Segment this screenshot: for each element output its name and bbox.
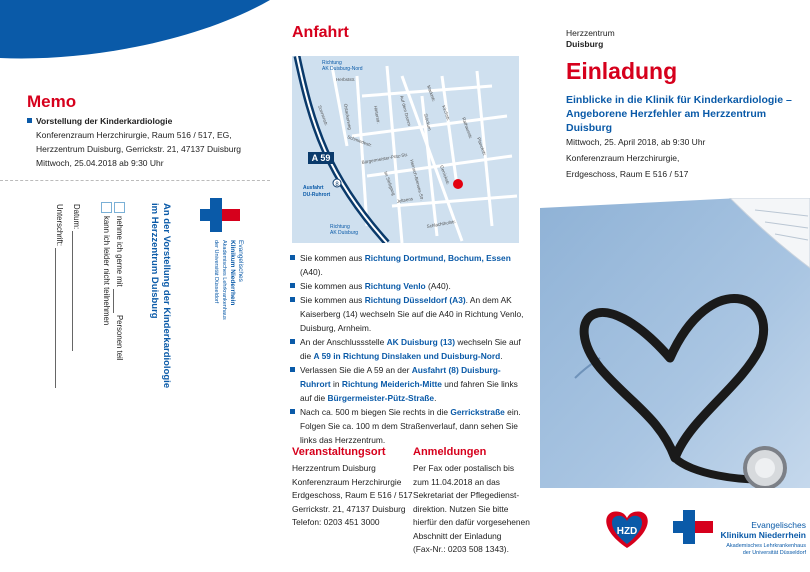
map-label: Auf dem Damm: [399, 94, 412, 127]
map-label: Schmiedestr.: [346, 134, 373, 148]
map-label: Kirchstr.: [441, 104, 452, 122]
map-label: Jeltsens: [396, 196, 414, 204]
map-label-exit-num: 8: [335, 182, 339, 188]
attend-checkbox[interactable]: [114, 202, 125, 213]
map-label-a59: A 59: [311, 153, 331, 163]
venue-title: Veranstaltungsort: [292, 446, 386, 458]
map-label: Heinrich-Bierwes-Str.: [409, 158, 425, 202]
register-text: Per Fax oder postalisch bis zum 11.04.2018 an das Sekretariat der Pflegedienst- direktion. Nutzen Sie bitte hierfür den dafür vorgesehenen Abschnitt der Einladung (Fax-Nr.: 0203 508 1343).: [413, 463, 530, 554]
hzd-heart-logo-icon: [602, 508, 652, 550]
decline-checkbox[interactable]: [101, 202, 112, 213]
map-label: Herbststr.: [336, 77, 356, 82]
map-label: AK Duisburg-Nord: [322, 66, 363, 72]
cross-logo-icon: [200, 198, 240, 232]
location-marker-icon: [453, 179, 463, 189]
signature-field[interactable]: Unterschrift:: [55, 204, 64, 388]
directions-list: [290, 251, 526, 447]
map-label: AK Duisburg: [330, 230, 359, 236]
map-label: Richtung: [330, 224, 350, 230]
cut-line: [0, 180, 270, 181]
einladung-title: Einladung: [566, 58, 678, 84]
stethoscope-heart-image: [540, 198, 810, 488]
direction-step: Sie kommen aus Richtung Venlo (A40).: [290, 279, 526, 293]
map-label: Rathausstr.: [461, 116, 474, 140]
event-subtitle: Einblicke in die Klinik für Kinderkardiologie – Angeborene Herzfehler am Herzzentrum Duisburg: [566, 94, 792, 134]
map-label: Ausfahrt: [303, 185, 324, 191]
reply-options: nehme ich gerne mit Personen teil kann ich leider nicht teilnehmen: [100, 202, 126, 361]
venue-address: Herzzentrum Duisburg Konferenzraum Herzchirurgie Erdgeschoss, Raum E 516 / 517 Gerrickstr. 21, 47137 Duisburg Telefon: 0203 451 3000: [292, 463, 413, 527]
map-label: Bürgermeister-Pütz-Str.: [361, 151, 409, 165]
direction-step: Sie kommen aus Richtung Dortmund, Bochum, Essen (A40).: [290, 251, 526, 279]
reply-heading: An der Vorstellung der Kinderkardiologie im Herzzentrum Duisburg: [149, 203, 172, 389]
map-label: Hinterstr.: [373, 105, 382, 124]
klinikum-logo-text: Evangelisches Klinikum Niederrhein Akademisches Lehrkrankenhaus der Universität Düsseldorf: [720, 520, 806, 556]
direction-step: An der Anschlussstelle AK Duisburg (13) wechseln Sie auf die A 59 in Richtung Dinslaken und Duisburg-Nord.: [290, 335, 526, 363]
cover-panel: [540, 0, 810, 572]
event-info: Mittwoch, 25. April 2018, ab 9:30 Uhr Konferenzraum Herzchirurgie, Erdgeschoss, Raum E 516 / 517: [566, 137, 706, 179]
map-label: Marktstr.: [426, 84, 437, 103]
anfahrt-title: Anfahrt: [292, 24, 349, 41]
map-label: Gerrickstr.: [439, 164, 451, 186]
direction-step: Verlassen Sie die A 59 an der Ausfahrt (8) Duisburg-Ruhrort in Richtung Meiderich-Mitte und fahren Sie links auf die Bürgermeister-Pütz-Straße.: [290, 363, 526, 405]
location-map: [292, 56, 519, 243]
klinikum-logo-rotated: [200, 198, 244, 320]
direction-step: Sie kommen aus Richtung Düsseldorf (A3). An dem AK Kaiserberg (14) wechseln Sie auf die A40 in Richtung Venlo, Duisburg, Arnheim.: [290, 293, 526, 335]
hzd-logo-text: HZD: [616, 526, 638, 537]
memo-item: Vorstellung der Kinderkardiologie: [27, 114, 262, 128]
map-label: DU-Ruhrort: [303, 192, 331, 198]
date-field[interactable]: Datum:: [72, 204, 81, 351]
blue-corner-shape: [0, 0, 270, 70]
direction-step: Nach ca. 500 m biegen Sie rechts in die Gerrickstraße ein. Folgen Sie ca. 100 m dem Straßenverlauf, dann sehen Sie links das Herzzentrum.: [290, 405, 526, 447]
map-label: Planckstr.: [476, 136, 488, 157]
map-label: Im Siebgang: [383, 170, 397, 197]
map-label: Ostackerweg: [343, 103, 353, 131]
memo-title: Memo: [27, 92, 77, 111]
directions-panel: [270, 0, 540, 572]
memo-item: Mittwoch, 25.04.2018 ab 9:30 Uhr: [36, 158, 164, 168]
map-label: Schlachthofstr.: [426, 218, 457, 229]
memo-item: Konferenzraum Herzchirurgie, Raum 516 / 517, EG,: [36, 130, 232, 140]
map-label: Stöckum: [423, 112, 433, 132]
register-title: Anmeldungen: [413, 446, 487, 458]
memo-panel: [0, 0, 270, 572]
map-label: Richtung: [322, 60, 342, 66]
memo-item: Herzzentrum Duisburg, Gerrickstr. 21, 47137 Duisburg: [36, 144, 242, 154]
map-label: Sonnenstr.: [317, 104, 330, 127]
herzzentrum-label: Herzzentrum Duisburg: [566, 28, 615, 49]
cross-logo-icon: [673, 510, 713, 544]
klinikum-logo-text: Evangelisches Klinikum Niederrhein Akademisches Lehrkrankenhaus der Universität Düsseldorf: [213, 240, 244, 320]
memo-list: [27, 114, 262, 170]
